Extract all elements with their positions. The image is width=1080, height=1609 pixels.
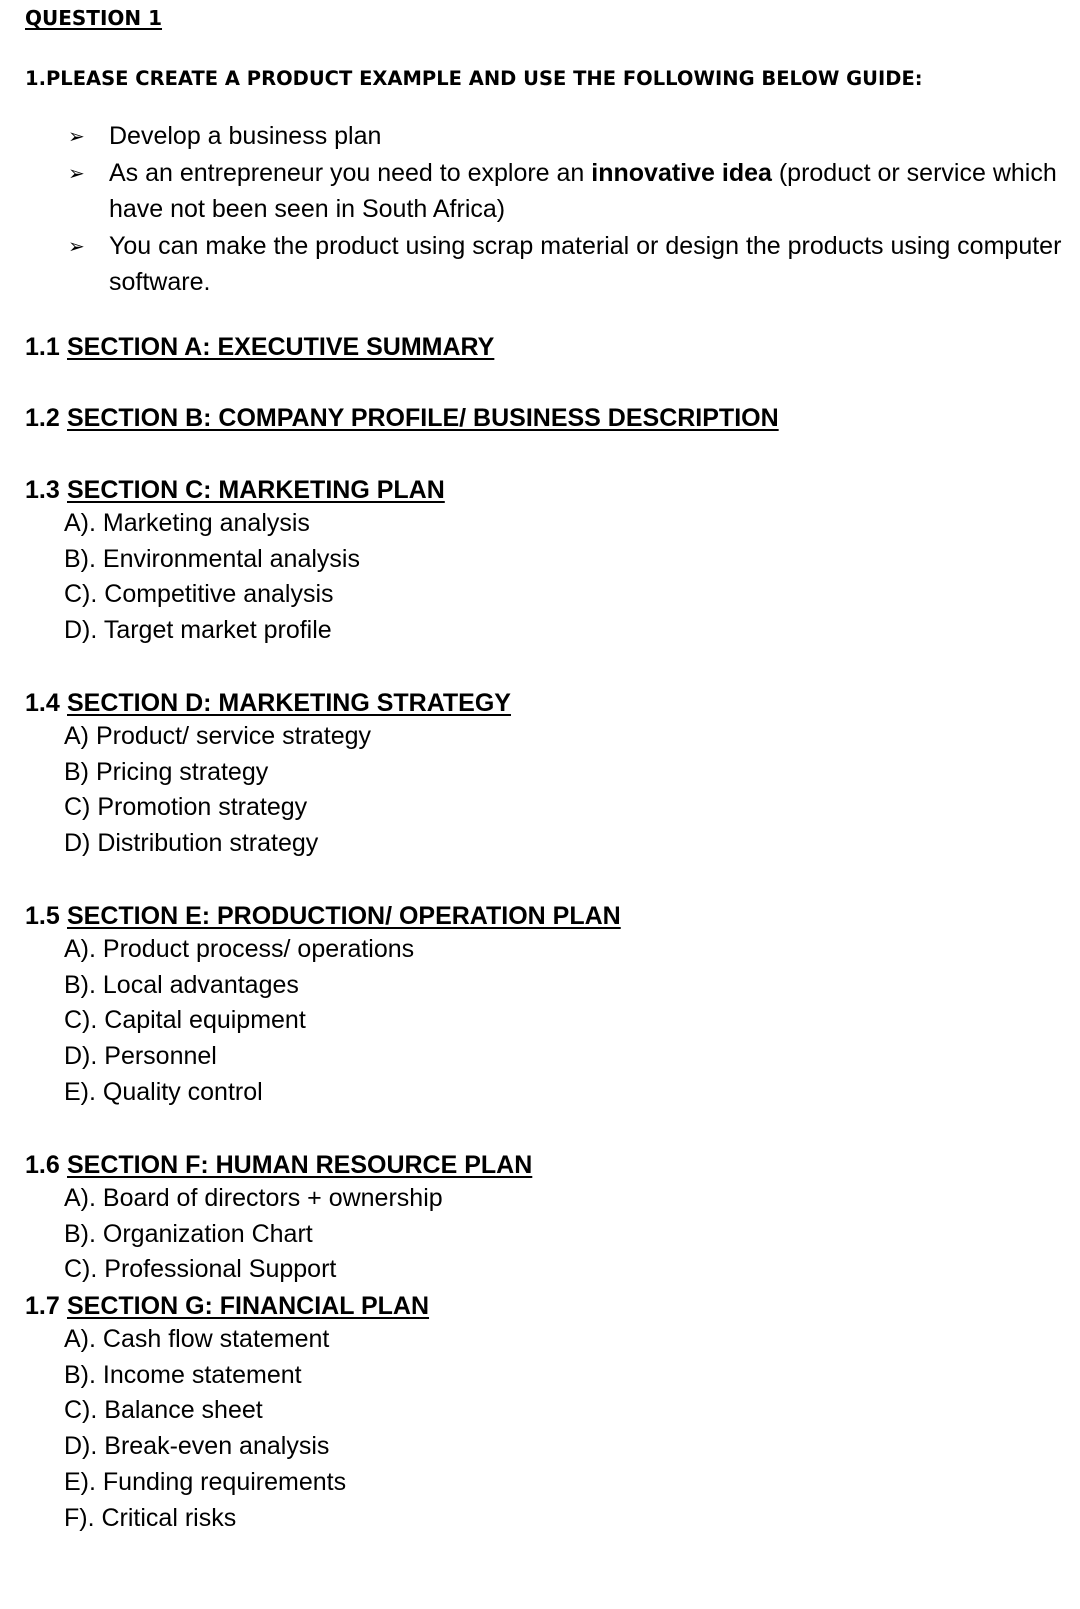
section-number: 1.2 <box>25 404 60 432</box>
section-title: SECTION A: EXECUTIVE SUMMARY <box>67 333 495 361</box>
section-e-list <box>64 932 414 1111</box>
list-item: B) Pricing strategy <box>64 757 269 786</box>
list-item: D). Break-even analysis <box>64 1432 330 1461</box>
bullet-item <box>68 228 1068 301</box>
guide-bullet-list <box>68 118 1068 301</box>
section-heading-d <box>25 688 511 718</box>
list-item: A). Cash flow statement <box>64 1325 330 1353</box>
list-item: D). Personnel <box>64 1042 217 1071</box>
arrow-bullet-icon: ➢ <box>68 124 85 148</box>
list-item: C) Promotion strategy <box>64 793 308 822</box>
section-heading-b <box>25 403 779 433</box>
section-number: 1.6 <box>25 1151 60 1179</box>
list-item: E). Quality control <box>64 1077 263 1106</box>
section-heading-g <box>25 1291 429 1321</box>
list-item: A). Board of directors + ownership <box>64 1184 443 1212</box>
section-f-list <box>64 1181 443 1288</box>
bullet-emphasis: innovative idea <box>591 158 772 187</box>
list-item: A). Marketing analysis <box>64 509 310 537</box>
list-item: C). Competitive analysis <box>64 580 334 609</box>
list-item: D) Distribution strategy <box>64 829 319 858</box>
list-item: A). Product process/ operations <box>64 935 415 963</box>
list-item: E). Funding requirements <box>64 1467 347 1496</box>
list-item: C). Balance sheet <box>64 1396 263 1425</box>
section-title: SECTION B: COMPANY PROFILE/ BUSINESS DESCRIPTION <box>67 404 779 432</box>
section-g-list <box>64 1322 346 1536</box>
bullet-item <box>68 155 1068 228</box>
list-item: A) Product/ service strategy <box>64 722 372 750</box>
section-heading-c <box>25 475 445 505</box>
bullet-text-start: As an entrepreneur you need to explore an <box>109 158 592 187</box>
section-heading-e <box>25 901 621 931</box>
list-item: C). Professional Support <box>64 1255 337 1284</box>
bullet-text: You can make the product using scrap material or design the products using computer software. <box>109 231 1062 296</box>
section-title: SECTION C: MARKETING PLAN <box>67 476 445 504</box>
section-number: 1.4 <box>25 689 60 717</box>
section-d-list <box>64 719 371 862</box>
list-item: B). Local advantages <box>64 970 299 999</box>
list-item: B). Organization Chart <box>64 1219 313 1248</box>
section-number: 1.3 <box>25 476 60 504</box>
section-heading-a <box>25 332 494 362</box>
section-number: 1.7 <box>25 1292 60 1320</box>
section-number: 1.1 <box>25 333 60 361</box>
question-title: QUESTION 1 <box>25 6 163 30</box>
list-item: B). Environmental analysis <box>64 544 360 573</box>
list-item: C). Capital equipment <box>64 1006 306 1035</box>
bullet-item <box>68 118 1068 155</box>
section-c-list <box>64 506 360 649</box>
section-number: 1.5 <box>25 902 60 930</box>
section-title: SECTION E: PRODUCTION/ OPERATION PLAN <box>67 902 621 930</box>
list-item: D). Target market profile <box>64 616 332 645</box>
instruction-text: 1.PLEASE CREATE A PRODUCT EXAMPLE AND USE THE FOLLOWING BELOW GUIDE: <box>25 67 923 90</box>
bullet-text-end: (product or service which have not been seen in South Africa) <box>109 158 1057 223</box>
arrow-bullet-icon: ➢ <box>68 233 85 258</box>
list-item: B). Income statement <box>64 1360 302 1389</box>
arrow-bullet-icon: ➢ <box>68 160 85 185</box>
section-title: SECTION F: HUMAN RESOURCE PLAN <box>67 1151 533 1179</box>
list-item: F). Critical risks <box>64 1503 237 1532</box>
bullet-text: Develop a business plan <box>109 122 382 150</box>
section-title: SECTION D: MARKETING STRATEGY <box>67 689 511 717</box>
section-title: SECTION G: FINANCIAL PLAN <box>67 1292 430 1320</box>
section-heading-f <box>25 1150 532 1180</box>
